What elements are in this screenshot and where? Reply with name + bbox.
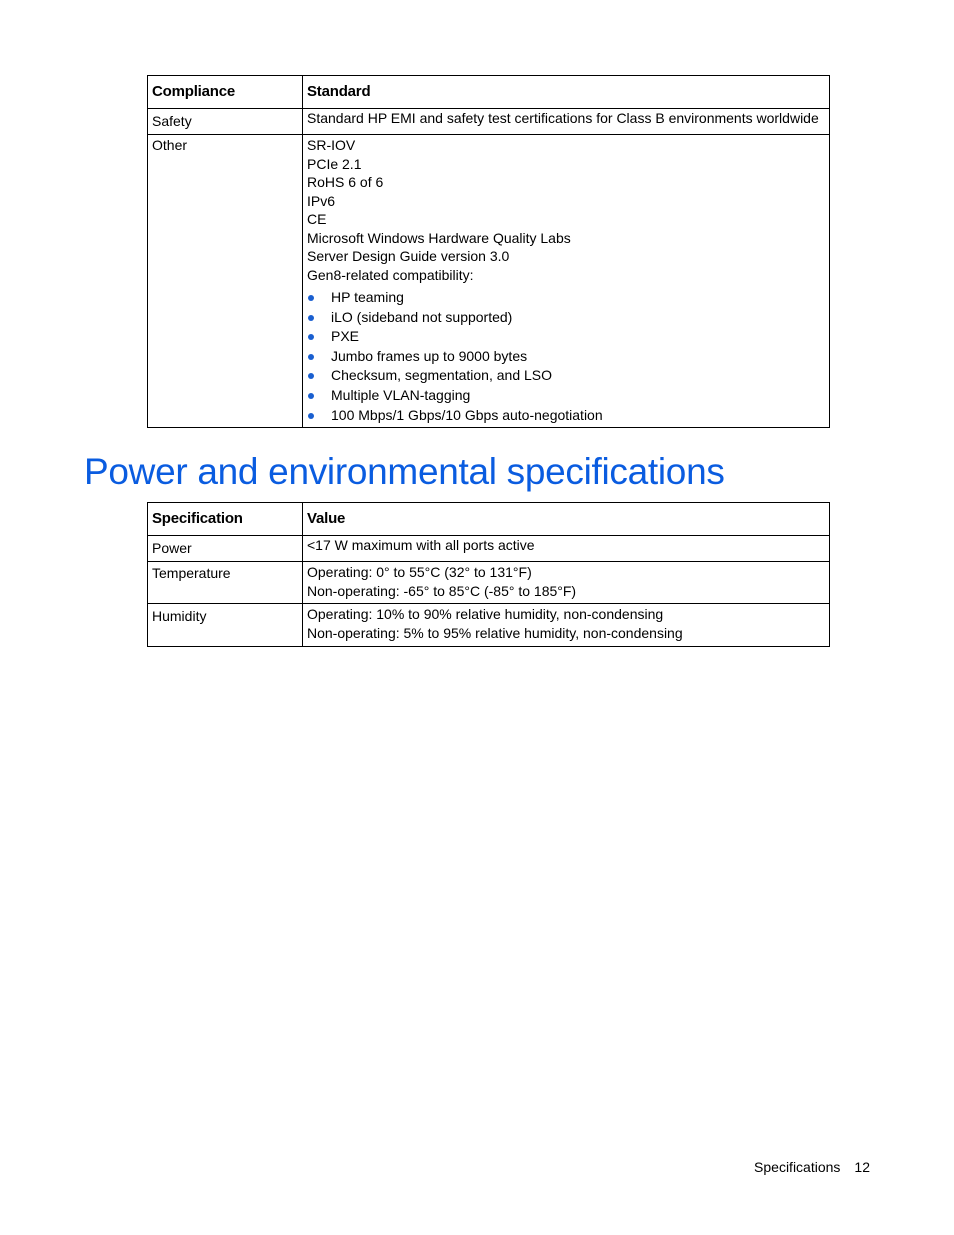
list-item-text: Multiple VLAN-tagging [331, 386, 471, 403]
list-item-text: HP teaming [331, 289, 404, 305]
compliance-table [147, 75, 830, 428]
value-line: Non-operating: -65° to 85°C (-85° to 185°F) [307, 582, 577, 599]
page-footer [754, 1158, 870, 1176]
table-row [148, 109, 830, 135]
row-value-other [303, 135, 830, 428]
list-item-text: Jumbo frames up to 9000 bytes [331, 347, 528, 364]
row-label-safety: Safety [148, 109, 303, 135]
bullet-icon [308, 354, 314, 360]
value-line: <17 W maximum with all ports active [307, 537, 535, 553]
header-compliance: Compliance [148, 76, 303, 109]
list-item-text: Checksum, segmentation, and LSO [331, 367, 553, 384]
footer-section-name: Specifications [754, 1159, 841, 1175]
bullet-icon [308, 413, 314, 419]
list-item [307, 288, 825, 308]
header-standard: Standard [303, 76, 830, 109]
standard-line: CE [307, 211, 327, 227]
standard-line: Gen8-related compatibility: [307, 266, 474, 283]
row-label-humidity: Humidity [148, 604, 303, 647]
standard-line: Server Design Guide version 3.0 [307, 248, 510, 264]
table-row [148, 536, 830, 562]
list-item [307, 347, 825, 367]
section-title: Power and environmental specifications [84, 451, 725, 492]
bullet-icon [308, 373, 314, 379]
value-line: Operating: 10% to 90% relative humidity, non-condensing [307, 606, 664, 622]
standard-line: IPv6 [307, 192, 336, 209]
value-line: Operating: 0° to 55°C (32° to 131°F) [307, 564, 532, 580]
list-item-text: 100 Mbps/1 Gbps/10 Gbps auto-negotiation [331, 406, 603, 423]
row-value-power [303, 536, 830, 562]
bullet-icon [308, 315, 314, 321]
page-number: 12 [854, 1159, 870, 1175]
row-value-safety: Standard HP EMI and safety test certifications for Class B environments worldwide [303, 109, 830, 135]
row-value-temperature [303, 562, 830, 604]
bullet-icon [308, 393, 314, 399]
bullet-icon [308, 295, 314, 301]
power-specifications-table [147, 502, 830, 647]
header-specification: Specification [148, 503, 303, 536]
standard-line: Microsoft Windows Hardware Quality Labs [307, 229, 571, 246]
list-item-text: iLO (sideband not supported) [331, 308, 513, 325]
list-item [307, 327, 825, 347]
standard-line: PCIe 2.1 [307, 155, 362, 172]
header-value: Value [303, 503, 830, 536]
power-header-row [148, 503, 830, 536]
compatibility-list [307, 288, 825, 425]
row-value-humidity [303, 604, 830, 647]
table-row [148, 562, 830, 604]
value-line: Non-operating: 5% to 95% relative humidity, non-condensing [307, 624, 683, 641]
list-item [307, 308, 825, 328]
compliance-header-row [148, 76, 830, 109]
table-row [148, 135, 830, 428]
standard-line: SR-IOV [307, 137, 356, 153]
list-item [307, 386, 825, 406]
row-label-temperature: Temperature [148, 562, 303, 604]
list-item [307, 406, 825, 426]
row-label-other: Other [148, 135, 303, 428]
row-label-power: Power [148, 536, 303, 562]
list-item [307, 366, 825, 386]
bullet-icon [308, 334, 314, 340]
standard-line: RoHS 6 of 6 [307, 174, 384, 190]
table-row [148, 604, 830, 647]
list-item-text: PXE [331, 328, 360, 345]
